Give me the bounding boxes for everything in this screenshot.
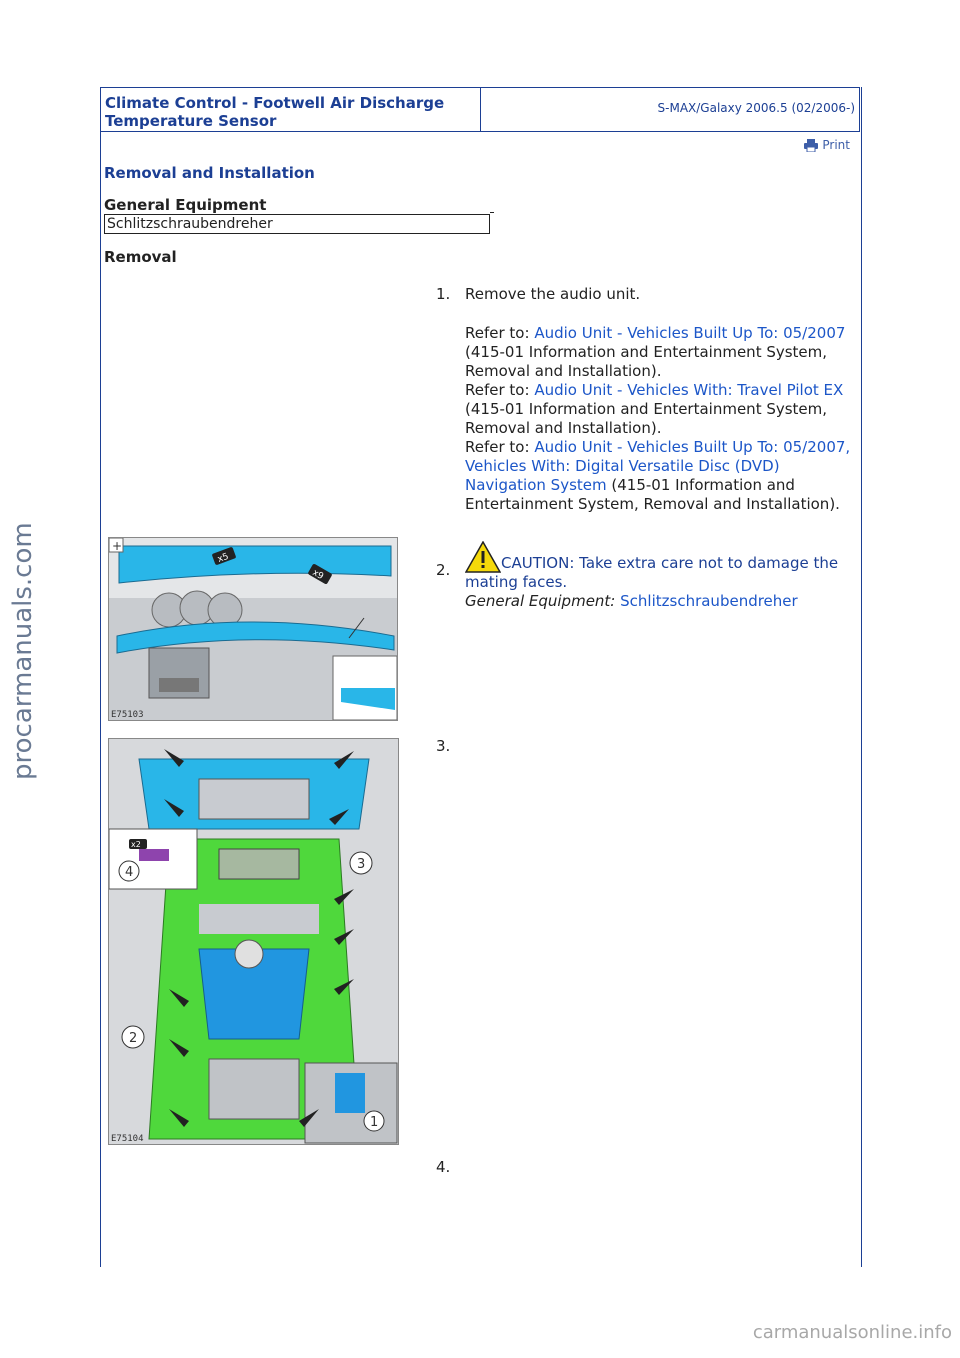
- step-number: 2.: [436, 561, 451, 579]
- general-equipment-item: Schlitzschraubendreher: [104, 214, 490, 234]
- side-watermark: procarmanuals.com: [8, 522, 38, 780]
- callout-1: 1: [370, 1115, 379, 1130]
- print-label[interactable]: Print: [822, 138, 850, 152]
- page-title: Climate Control - Footwell Air Discharge Temperature Sensor: [101, 88, 481, 131]
- page-header: [100, 87, 860, 132]
- section-title: Removal and Installation: [104, 164, 315, 182]
- step-number: 3.: [436, 737, 451, 755]
- callout-4: 4: [125, 865, 134, 880]
- reference-link[interactable]: Audio Unit - Vehicles Built Up To: 05/2007, Vehicles With: Digital Versatile Disc (DVD) Navigation System: [465, 438, 851, 494]
- reference-2: [465, 381, 855, 438]
- reference-prefix: Refer to:: [465, 324, 535, 342]
- step-number: 1.: [436, 285, 451, 303]
- callout-2: 2: [129, 1031, 138, 1046]
- reference-suffix: (415-01 Information and Entertainment System, Removal and Installation).: [465, 400, 828, 437]
- removal-heading: Removal: [104, 248, 177, 266]
- step-1-text: Remove the audio unit.: [465, 285, 641, 303]
- printer-icon: [804, 139, 818, 152]
- figure-e75103: [108, 537, 398, 721]
- equipment-label: General Equipment:: [465, 592, 616, 610]
- footer-watermark: carmanualsonline.info: [752, 1322, 952, 1343]
- caution-text: CAUTION: Take extra care not to damage the mating faces.: [465, 554, 839, 591]
- figure-label: E75103: [111, 710, 144, 720]
- step-2-text: [465, 541, 855, 611]
- center-console-illustration: [109, 739, 399, 1145]
- warning-icon: [465, 541, 501, 573]
- reference-suffix: (415-01 Information and Entertainment System, Removal and Installation).: [465, 476, 840, 513]
- reference-prefix: Refer to:: [465, 381, 535, 399]
- equipment-link[interactable]: Schlitzschraubendreher: [620, 592, 798, 610]
- reference-link[interactable]: Audio Unit - Vehicles With: Travel Pilot EX: [534, 381, 844, 399]
- reference-prefix: Refer to:: [465, 438, 535, 456]
- dashboard-illustration: [109, 538, 398, 721]
- svg-text:+: +: [112, 539, 123, 553]
- table-edge: [490, 212, 494, 215]
- general-equipment-heading: General Equipment: [104, 196, 267, 214]
- reference-suffix: (415-01 Information and Entertainment System, Removal and Installation).: [465, 343, 828, 380]
- reference-3: [465, 438, 855, 514]
- reference-1: [465, 324, 855, 381]
- callout-3: 3: [357, 857, 366, 872]
- step-1-references: [465, 324, 855, 514]
- figure-e75104: [108, 738, 399, 1145]
- reference-link[interactable]: Audio Unit - Vehicles Built Up To: 05/2007: [534, 324, 846, 342]
- badge-x5: x5: [216, 551, 231, 565]
- badge-x9: x9: [310, 567, 326, 583]
- figure-label: E75104: [111, 1134, 144, 1144]
- print-link[interactable]: [804, 138, 850, 152]
- badge-x2: x2: [131, 840, 141, 849]
- model-label: S-MAX/Galaxy 2006.5 (02/2006-): [657, 101, 855, 115]
- step-number: 4.: [436, 1158, 451, 1176]
